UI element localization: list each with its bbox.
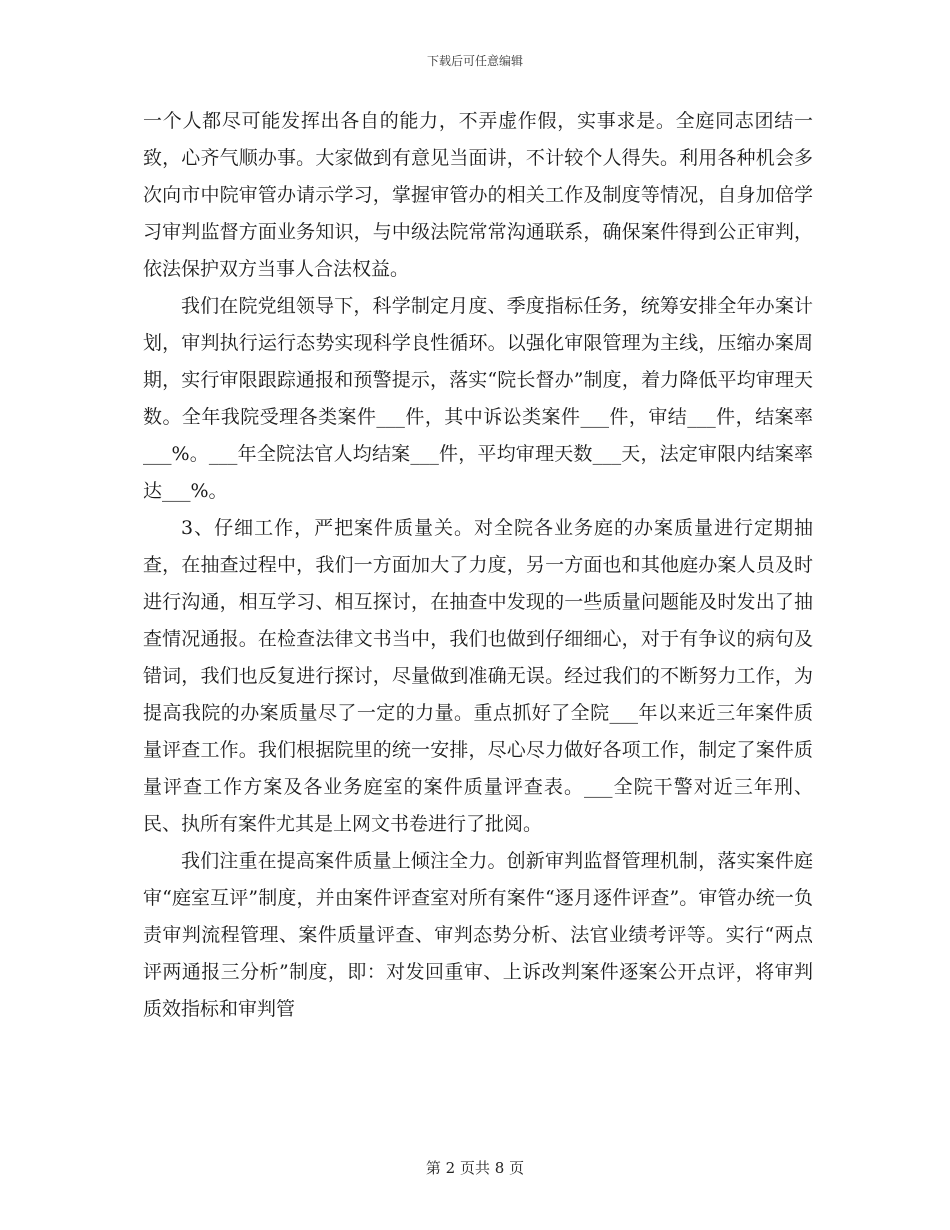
document-body	[143, 103, 813, 1028]
page-header: 下载后可任意编辑	[426, 54, 523, 68]
paragraph-1: 一个人都尽可能发挥出各自的能力，不弄虚作假，实事求是。全庭同志团结一致，心齐气顺办事。大家做到有意见当面讲，不计较个人得失。利用各种机会多次向市中院审管办请示学习，掌握审管办的相关工作及制度等情况，自身加倍学习审判监督方面业务知识，与中级法院常常沟通联系，确保案件得到公正审判，依法保护双方当事人合法权益。	[143, 110, 813, 280]
page-footer: 第 2 页共 8 页	[425, 1159, 525, 1177]
paragraph-2: 我们在院党组领导下，科学制定月度、季度指标任务，统筹安排全年办案计划，审判执行运行态势实现科学良性循环。以强化审限管理为主线，压缩办案周期，实行审限跟踪通报和预警提示，落实“院长督办”制度，着力降低平均审理天数。全年我院受理各类案件___件，其中诉讼类案件___件，审结___件，结案率___%。___年全院法官人均结案___件，平均审理天数___天，法定审限内结案率达___%。	[143, 295, 813, 502]
paragraph-3: 3、仔细工作，严把案件质量关。对全院各业务庭的办案质量进行定期抽查，在抽查过程中，我们一方面加大了力度，另一方面也和其他庭办案人员及时进行沟通，相互学习、相互探讨，在抽查中发现的一些质量问题能及时发出了抽查情况通报。在检查法律文书当中，我们也做到仔细细心，对于有争议的病句及错词，我们也反复进行探讨，尽量做到准确无误。经过我们的不断努力工作，为提高我院的办案质量尽了一定的力量。重点抓好了全院___年以来近三年案件质量评查工作。我们根据院里的统一安排，尽心尽力做好各项工作，制定了案件质量评查工作方案及各业务庭室的案件质量评查表。___全院干警对近三年刑、民、执所有案件尤其是上网文书卷进行了批阅。	[143, 517, 813, 835]
paragraph-4: 我们注重在提高案件质量上倾注全力。创新审判监督管理机制，落实案件庭审“庭室互评”制度，并由案件评查室对所有案件“逐月逐件评查”。审管办统一负责审判流程管理、案件质量评查、审判态势分析、法官业绩考评等。实行“两点评两通报三分析”制度，即：对发回重审、上诉改判案件逐案公开点评，将审判质效指标和审判管	[143, 850, 813, 1020]
